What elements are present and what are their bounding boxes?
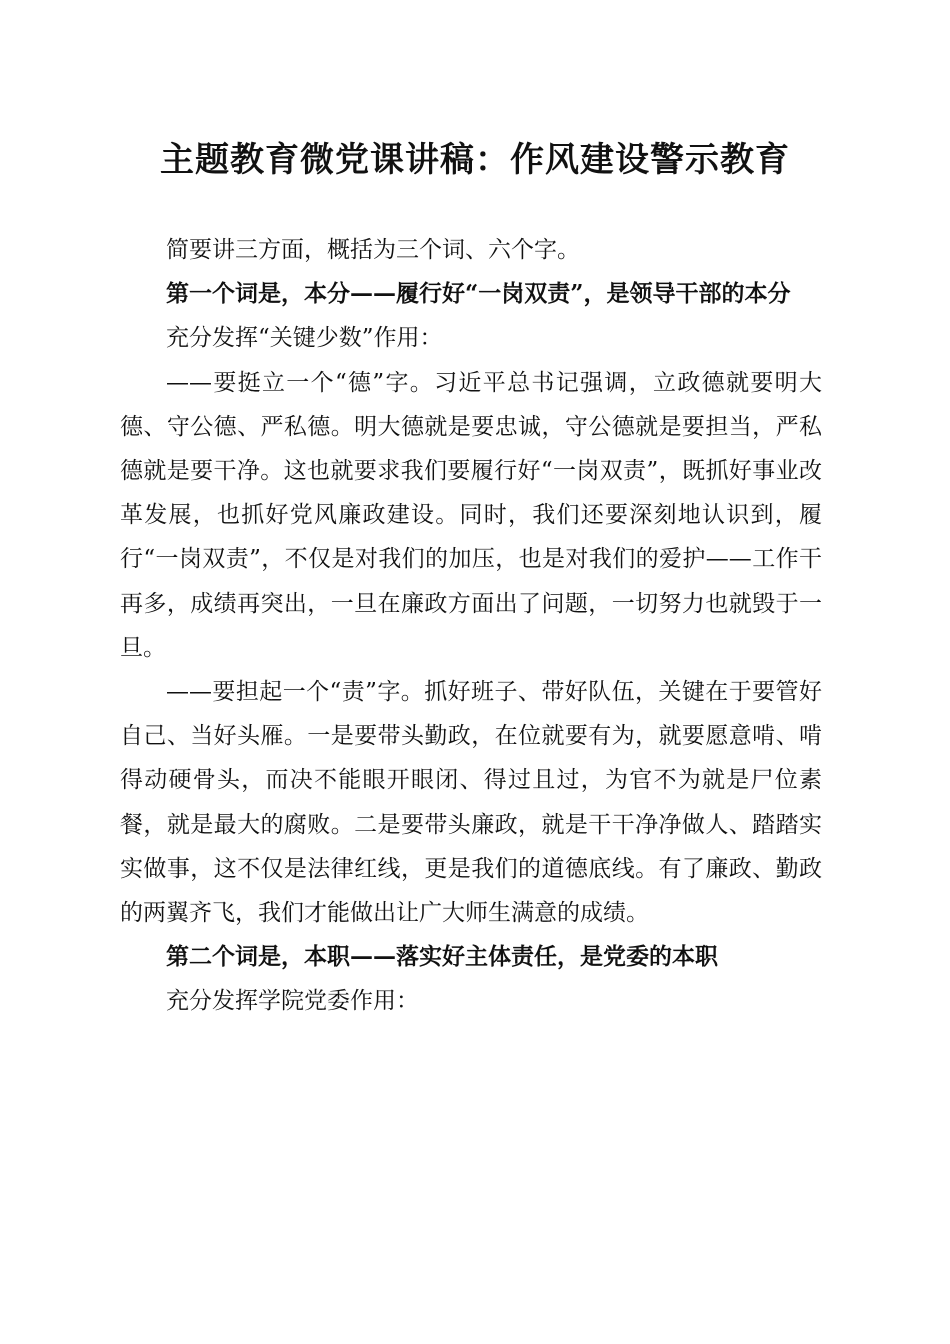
paragraph-party-committee: 充分发挥学院党委作用：: [166, 988, 419, 1015]
paragraph-intro: 简要讲三方面，概括为三个词、六个字。: [166, 237, 580, 263]
document-title: 主题教育微党课讲稿：作风建设警示教育: [160, 140, 790, 180]
paragraph-responsibility: ——要担起一个“责”字。抓好班子、带好队伍，关键在于要管好自己、当好头雁。一是要带头勤政，在位就要有为，就要愿意啃、啃得动硬骨头，而决不能眼开眼闭、得过且过，为官不为就是尸位素餐，就是最大的腐败。二是要带头廉政，就是干干净净做人、踏踏实实做事，这不仅是法律红线，更是我们的道德底线。有了廉政、勤政的两翼齐飞，我们才能做出让广大师生满意的成绩。: [120, 679, 822, 927]
paragraph-virtue: ——要挺立一个“德”字。习近平总书记强调，立政德就要明大德、守公德、严私德。明大德就是要忠诚，守公德就是要担当，严私德就是要干净。这也就要求我们要履行好“一岗双责”，既抓好事业改革发展，也抓好党风廉政建设。同时，我们还要深刻地认识到，履行“一岗双责”，不仅是对我们的加压，也是对我们的爱护——工作干再多，成绩再突出，一旦在廉政方面出了问题，一切努力也就毁于一旦。: [120, 369, 822, 661]
document-body: [120, 228, 822, 1024]
section-heading-second-word: 第二个词是，本职——落实好主体责任，是党委的本职: [166, 943, 718, 971]
section-heading-first-word: 第一个词是，本分——履行好“一岗双责”，是领导干部的本分: [166, 280, 791, 308]
paragraph-key-minority: 充分发挥“关键少数”作用：: [166, 325, 443, 352]
